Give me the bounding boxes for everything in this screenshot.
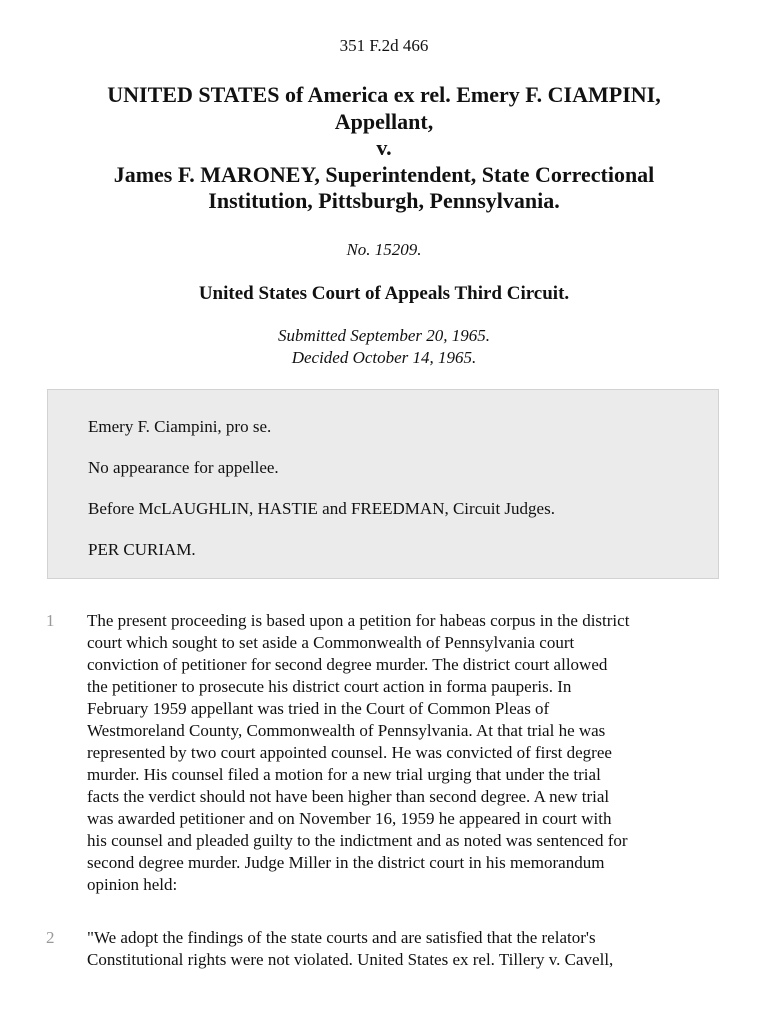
paragraph-text (87, 927, 723, 971)
text-line: murder. His counsel filed a motion for a new trial urging that under the trial (87, 765, 601, 784)
text-line: February 1959 appellant was tried in the Court of Common Pleas of (87, 699, 550, 718)
text-line: second degree murder. Judge Miller in the district court in his memorandum (87, 853, 605, 872)
text-line: conviction of petitioner for second degree murder. The district court allowed (87, 655, 608, 674)
citation: 351 F.2d 466 (339, 36, 429, 55)
caption-respondent: James F. MARONEY, Superintendent, State Correctional (113, 161, 655, 187)
opinion-type: PER CURIAM. (88, 540, 196, 559)
caption-respondent-cont: Institution, Pittsburgh, Pennsylvania. (208, 188, 560, 213)
caption-appellant: Appellant, (334, 108, 434, 134)
text-line: The present proceeding is based upon a petition for habeas corpus in the district (87, 611, 630, 630)
text-line: opinion held: (87, 875, 178, 894)
caption-versus: v. (376, 135, 392, 160)
paragraph-number: 1 (46, 611, 55, 630)
docket-number: No. 15209. (346, 240, 422, 259)
paragraph-number: 2 (46, 928, 55, 947)
counsel-appellant: Emery F. Ciampini, pro se. (88, 417, 272, 436)
preliminaries-box (47, 389, 719, 579)
text-line: the petitioner to prosecute his district court action in forma pauperis. In (87, 677, 572, 696)
text-line: "We adopt the findings of the state courts and are satisfied that the relator's (87, 928, 596, 947)
paragraph-text (87, 610, 723, 896)
submitted-date: Submitted September 20, 1965. (278, 326, 490, 345)
caption-relator: UNITED STATES of America ex rel. Emery F. CIAMPINI, (107, 82, 661, 107)
decided-date: Decided October 14, 1965. (291, 348, 477, 367)
text-line: Westmoreland County, Commonwealth of Pennsylvania. At that trial he was (87, 721, 606, 740)
text-line: was awarded petitioner and on November 16, 1959 he appeared in court with (87, 809, 612, 828)
case-caption (40, 82, 728, 215)
text-line: his counsel and pleaded guilty to the indictment and as noted was sentenced for (87, 831, 628, 850)
text-line: court which sought to set aside a Commonwealth of Pennsylvania court (87, 633, 575, 652)
judges-panel: Before McLAUGHLIN, HASTIE and FREEDMAN, Circuit Judges. (88, 499, 555, 518)
case-dates (0, 325, 768, 369)
text-line: Constitutional rights were not violated. United States ex rel. Tillery v. Cavell, (87, 950, 614, 969)
court-name: United States Court of Appeals Third Circuit. (198, 283, 570, 304)
text-line: facts the verdict should not have been higher than second degree. A new trial (87, 787, 610, 806)
counsel-appellee: No appearance for appellee. (88, 458, 279, 477)
text-line: represented by two court appointed counsel. He was convicted of first degree (87, 743, 612, 762)
